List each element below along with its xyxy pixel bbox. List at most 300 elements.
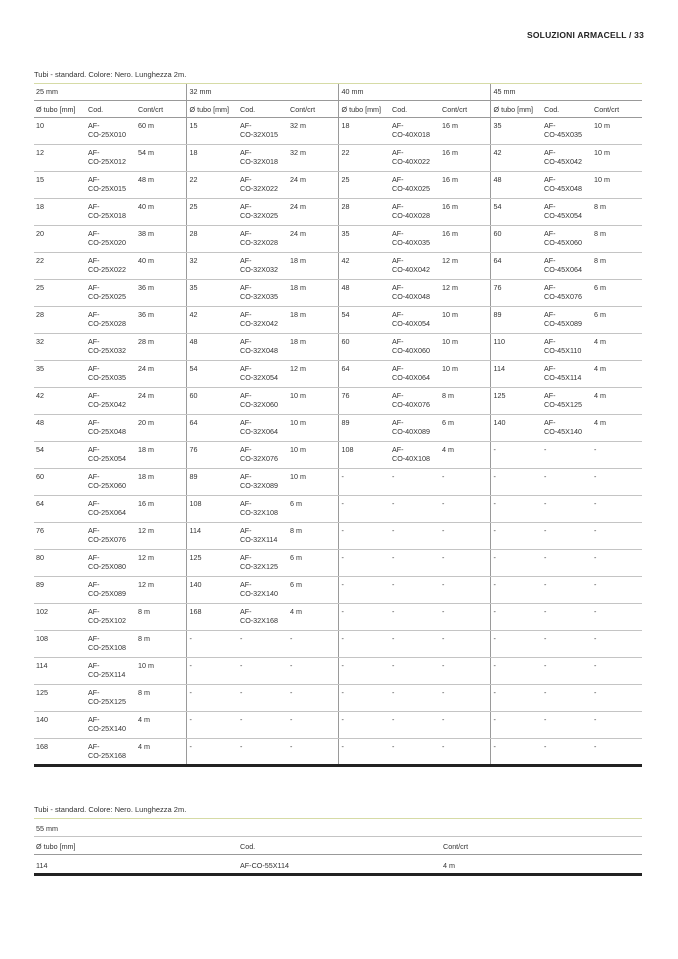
cell-diameter: 25 bbox=[34, 279, 86, 306]
cell-quantity: 36 m bbox=[136, 279, 186, 306]
cell-code: - bbox=[542, 468, 592, 495]
table1-block bbox=[34, 70, 642, 767]
cell-code: AF- CO-45X114 bbox=[542, 360, 592, 387]
cell-code: - bbox=[542, 549, 592, 576]
table-row bbox=[34, 684, 642, 711]
table-row bbox=[34, 854, 642, 874]
cell-code: AF- CO-40X089 bbox=[390, 414, 440, 441]
cell-code: AF- CO-25X028 bbox=[86, 306, 136, 333]
cell-diameter: 25 bbox=[186, 198, 238, 225]
cell-quantity: 16 m bbox=[440, 117, 490, 144]
cell-diameter: 114 bbox=[34, 657, 86, 684]
cell-quantity: 10 m bbox=[440, 333, 490, 360]
cell-code: AF- CO-40X028 bbox=[390, 198, 440, 225]
cell-quantity: 6 m bbox=[440, 414, 490, 441]
column-header: Cod. bbox=[86, 100, 136, 117]
column-header: Ø tubo [mm] bbox=[490, 100, 542, 117]
cell-quantity: 6 m bbox=[592, 306, 642, 333]
cell-code: AF- CO-40X042 bbox=[390, 252, 440, 279]
cell-code: AF- CO-25X035 bbox=[86, 360, 136, 387]
cell-diameter: 60 bbox=[490, 225, 542, 252]
cell-code: AF-CO-55X114 bbox=[238, 854, 441, 874]
cell-diameter: 12 bbox=[34, 144, 86, 171]
cell-diameter: 54 bbox=[490, 198, 542, 225]
cell-quantity: - bbox=[592, 468, 642, 495]
cell-diameter: 76 bbox=[186, 441, 238, 468]
cell-diameter: - bbox=[490, 576, 542, 603]
cell-code: AF- CO-25X054 bbox=[86, 441, 136, 468]
cell-diameter: 35 bbox=[34, 360, 86, 387]
cell-diameter: - bbox=[490, 630, 542, 657]
cell-code: AF- CO-25X114 bbox=[86, 657, 136, 684]
cell-quantity: 6 m bbox=[288, 495, 338, 522]
cell-quantity: 8 m bbox=[288, 522, 338, 549]
cell-quantity: - bbox=[288, 738, 338, 765]
cell-diameter: 76 bbox=[34, 522, 86, 549]
cell-code: - bbox=[542, 711, 592, 738]
cell-code: AF- CO-45X035 bbox=[542, 117, 592, 144]
cell-diameter: - bbox=[490, 495, 542, 522]
cell-quantity: 28 m bbox=[136, 333, 186, 360]
cell-diameter: 110 bbox=[490, 333, 542, 360]
cell-code: AF- CO-25X060 bbox=[86, 468, 136, 495]
cell-diameter: - bbox=[186, 657, 238, 684]
cell-quantity: 10 m bbox=[288, 468, 338, 495]
cell-code: - bbox=[390, 630, 440, 657]
cell-quantity: 10 m bbox=[592, 171, 642, 198]
cell-diameter: 22 bbox=[34, 252, 86, 279]
cell-code: - bbox=[542, 495, 592, 522]
column-header: Ø tubo [mm] bbox=[338, 100, 390, 117]
table-row bbox=[34, 657, 642, 684]
cell-code: - bbox=[542, 684, 592, 711]
cell-quantity: 24 m bbox=[288, 225, 338, 252]
cell-diameter: 54 bbox=[34, 441, 86, 468]
cell-diameter: 22 bbox=[186, 171, 238, 198]
cell-diameter: 48 bbox=[338, 279, 390, 306]
cell-quantity: 32 m bbox=[288, 117, 338, 144]
cell-quantity: - bbox=[592, 576, 642, 603]
column-header: Cod. bbox=[238, 100, 288, 117]
cell-diameter: 80 bbox=[34, 549, 86, 576]
cell-code: AF- CO-32X032 bbox=[238, 252, 288, 279]
pipe-table-25-45mm bbox=[34, 84, 642, 767]
cell-diameter: - bbox=[490, 738, 542, 765]
group-title: 25 mm bbox=[34, 84, 186, 100]
cell-quantity: 4 m bbox=[136, 711, 186, 738]
cell-quantity: 16 m bbox=[440, 144, 490, 171]
cell-quantity: - bbox=[440, 576, 490, 603]
cell-quantity: 6 m bbox=[592, 279, 642, 306]
cell-code: AF- CO-32X042 bbox=[238, 306, 288, 333]
cell-code: - bbox=[390, 495, 440, 522]
page-header-title: SOLUZIONI ARMACELL / 33 bbox=[527, 30, 644, 40]
cell-code: AF- CO-40X035 bbox=[390, 225, 440, 252]
group-title: 55 mm bbox=[34, 819, 642, 836]
cell-code: AF- CO-32X025 bbox=[238, 198, 288, 225]
cell-diameter: - bbox=[490, 522, 542, 549]
cell-quantity: 18 m bbox=[288, 333, 338, 360]
cell-quantity: 16 m bbox=[136, 495, 186, 522]
cell-quantity: 60 m bbox=[136, 117, 186, 144]
cell-code: AF- CO-32X035 bbox=[238, 279, 288, 306]
cell-diameter: 35 bbox=[338, 225, 390, 252]
cell-quantity: - bbox=[592, 495, 642, 522]
cell-code: - bbox=[542, 522, 592, 549]
cell-code: AF- CO-45X125 bbox=[542, 387, 592, 414]
cell-diameter: 89 bbox=[490, 306, 542, 333]
cell-diameter: 114 bbox=[34, 854, 238, 874]
table-row bbox=[34, 333, 642, 360]
cell-code: AF- CO-25X048 bbox=[86, 414, 136, 441]
cell-quantity: 4 m bbox=[592, 387, 642, 414]
table-row bbox=[34, 468, 642, 495]
cell-diameter: 89 bbox=[186, 468, 238, 495]
cell-code: AF- CO-32X168 bbox=[238, 603, 288, 630]
cell-quantity: - bbox=[592, 684, 642, 711]
cell-quantity: 8 m bbox=[136, 603, 186, 630]
cell-diameter: 28 bbox=[338, 198, 390, 225]
cell-code: - bbox=[238, 657, 288, 684]
cell-code: - bbox=[390, 576, 440, 603]
cell-code: AF- CO-32X076 bbox=[238, 441, 288, 468]
cell-code: AF- CO-25X089 bbox=[86, 576, 136, 603]
cell-diameter: - bbox=[490, 549, 542, 576]
cell-code: - bbox=[542, 441, 592, 468]
cell-diameter: 35 bbox=[186, 279, 238, 306]
cell-diameter: 10 bbox=[34, 117, 86, 144]
cell-code: AF- CO-32X015 bbox=[238, 117, 288, 144]
cell-quantity: 18 m bbox=[288, 252, 338, 279]
cell-diameter: 168 bbox=[34, 738, 86, 765]
cell-diameter: 60 bbox=[186, 387, 238, 414]
cell-code: AF- CO-40X022 bbox=[390, 144, 440, 171]
cell-diameter: 89 bbox=[34, 576, 86, 603]
table1-caption: Tubi - standard. Colore: Nero. Lunghezza 2m. bbox=[34, 70, 187, 79]
cell-diameter: 42 bbox=[186, 306, 238, 333]
column-header: Cod. bbox=[390, 100, 440, 117]
table-row bbox=[34, 414, 642, 441]
cell-quantity: - bbox=[440, 468, 490, 495]
cell-quantity: - bbox=[592, 441, 642, 468]
cell-code: AF- CO-45X064 bbox=[542, 252, 592, 279]
cell-quantity: - bbox=[440, 657, 490, 684]
cell-quantity: 18 m bbox=[288, 306, 338, 333]
cell-quantity: 10 m bbox=[288, 387, 338, 414]
cell-quantity: 40 m bbox=[136, 252, 186, 279]
cell-diameter: 108 bbox=[34, 630, 86, 657]
cell-quantity: - bbox=[592, 657, 642, 684]
cell-quantity: 20 m bbox=[136, 414, 186, 441]
cell-diameter: 60 bbox=[338, 333, 390, 360]
cell-quantity: - bbox=[288, 630, 338, 657]
cell-diameter: 64 bbox=[34, 495, 86, 522]
cell-quantity: - bbox=[440, 522, 490, 549]
group-title: 45 mm bbox=[490, 84, 642, 100]
cell-diameter: 18 bbox=[186, 144, 238, 171]
table-row bbox=[34, 441, 642, 468]
cell-code: AF- CO-40X054 bbox=[390, 306, 440, 333]
cell-code: AF- CO-25X010 bbox=[86, 117, 136, 144]
cell-diameter: 140 bbox=[34, 711, 86, 738]
cell-code: - bbox=[542, 576, 592, 603]
cell-diameter: 22 bbox=[338, 144, 390, 171]
cell-diameter: - bbox=[338, 738, 390, 765]
table-row bbox=[34, 630, 642, 657]
cell-code: AF- CO-32X125 bbox=[238, 549, 288, 576]
cell-code: AF- CO-25X108 bbox=[86, 630, 136, 657]
pipe-table-55mm bbox=[34, 819, 642, 876]
group-title: 40 mm bbox=[338, 84, 490, 100]
cell-quantity: 16 m bbox=[440, 225, 490, 252]
cell-diameter: 28 bbox=[34, 306, 86, 333]
cell-code: AF- CO-25X015 bbox=[86, 171, 136, 198]
cell-code: - bbox=[390, 468, 440, 495]
cell-quantity: 6 m bbox=[288, 576, 338, 603]
cell-code: - bbox=[390, 684, 440, 711]
cell-code: - bbox=[390, 603, 440, 630]
cell-code: AF- CO-45X140 bbox=[542, 414, 592, 441]
cell-diameter: - bbox=[338, 468, 390, 495]
cell-diameter: 89 bbox=[338, 414, 390, 441]
table2-caption: Tubi - standard. Colore: Nero. Lunghezza 2m. bbox=[34, 805, 187, 814]
cell-diameter: - bbox=[338, 684, 390, 711]
column-header: Cont/crt bbox=[288, 100, 338, 117]
cell-code: AF- CO-32X064 bbox=[238, 414, 288, 441]
cell-code: AF- CO-25X064 bbox=[86, 495, 136, 522]
table-row bbox=[34, 225, 642, 252]
cell-quantity: 38 m bbox=[136, 225, 186, 252]
cell-diameter: 35 bbox=[490, 117, 542, 144]
cell-diameter: - bbox=[490, 468, 542, 495]
cell-diameter: - bbox=[490, 657, 542, 684]
cell-quantity: 24 m bbox=[136, 387, 186, 414]
cell-quantity: 10 m bbox=[592, 117, 642, 144]
cell-code: AF- CO-45X054 bbox=[542, 198, 592, 225]
cell-diameter: 54 bbox=[338, 306, 390, 333]
table-row bbox=[34, 144, 642, 171]
cell-code: AF- CO-45X089 bbox=[542, 306, 592, 333]
cell-diameter: 168 bbox=[186, 603, 238, 630]
cell-code: AF- CO-32X140 bbox=[238, 576, 288, 603]
table-row bbox=[34, 711, 642, 738]
cell-diameter: 25 bbox=[338, 171, 390, 198]
cell-code: AF- CO-32X089 bbox=[238, 468, 288, 495]
cell-code: AF- CO-25X012 bbox=[86, 144, 136, 171]
cell-diameter: 20 bbox=[34, 225, 86, 252]
cell-diameter: - bbox=[338, 657, 390, 684]
cell-quantity: - bbox=[288, 711, 338, 738]
table-row bbox=[34, 495, 642, 522]
cell-quantity: 4 m bbox=[440, 441, 490, 468]
column-header: Cont/crt bbox=[592, 100, 642, 117]
cell-quantity: 10 m bbox=[136, 657, 186, 684]
cell-code: AF- CO-32X054 bbox=[238, 360, 288, 387]
cell-code: AF- CO-32X108 bbox=[238, 495, 288, 522]
cell-code: AF- CO-25X168 bbox=[86, 738, 136, 765]
cell-code: - bbox=[238, 738, 288, 765]
cell-quantity: 18 m bbox=[288, 279, 338, 306]
cell-code: - bbox=[238, 684, 288, 711]
cell-diameter: 32 bbox=[34, 333, 86, 360]
table-row bbox=[34, 387, 642, 414]
cell-quantity: 10 m bbox=[592, 144, 642, 171]
cell-code: AF- CO-40X060 bbox=[390, 333, 440, 360]
cell-diameter: 108 bbox=[186, 495, 238, 522]
table-row bbox=[34, 522, 642, 549]
table-row bbox=[34, 738, 642, 765]
cell-code: AF- CO-40X025 bbox=[390, 171, 440, 198]
cell-diameter: - bbox=[490, 441, 542, 468]
cell-quantity: 8 m bbox=[592, 198, 642, 225]
cell-code: AF- CO-45X060 bbox=[542, 225, 592, 252]
table-row bbox=[34, 549, 642, 576]
cell-code: AF- CO-25X102 bbox=[86, 603, 136, 630]
cell-diameter: - bbox=[338, 495, 390, 522]
cell-code: - bbox=[390, 738, 440, 765]
column-header: Cont/crt bbox=[136, 100, 186, 117]
cell-quantity: 4 m bbox=[592, 333, 642, 360]
cell-code: - bbox=[542, 657, 592, 684]
cell-diameter: 42 bbox=[490, 144, 542, 171]
cell-diameter: 18 bbox=[338, 117, 390, 144]
cell-code: AF- CO-45X110 bbox=[542, 333, 592, 360]
cell-code: AF- CO-32X060 bbox=[238, 387, 288, 414]
cell-quantity: - bbox=[592, 549, 642, 576]
cell-quantity: 6 m bbox=[288, 549, 338, 576]
cell-code: - bbox=[390, 711, 440, 738]
cell-code: AF- CO-25X080 bbox=[86, 549, 136, 576]
cell-code: AF- CO-45X076 bbox=[542, 279, 592, 306]
cell-diameter: 48 bbox=[490, 171, 542, 198]
cell-quantity: - bbox=[440, 711, 490, 738]
cell-quantity: 8 m bbox=[136, 630, 186, 657]
cell-diameter: - bbox=[490, 711, 542, 738]
cell-quantity: 4 m bbox=[441, 854, 642, 874]
cell-diameter: 76 bbox=[490, 279, 542, 306]
cell-quantity: 4 m bbox=[136, 738, 186, 765]
cell-quantity: 4 m bbox=[592, 414, 642, 441]
column-header: Cod. bbox=[542, 100, 592, 117]
cell-quantity: 54 m bbox=[136, 144, 186, 171]
cell-diameter: 18 bbox=[34, 198, 86, 225]
cell-code: - bbox=[238, 711, 288, 738]
cell-diameter: - bbox=[338, 711, 390, 738]
column-header: Ø tubo [mm] bbox=[34, 100, 86, 117]
group-title: 32 mm bbox=[186, 84, 338, 100]
cell-diameter: 60 bbox=[34, 468, 86, 495]
cell-quantity: 24 m bbox=[288, 171, 338, 198]
cell-quantity: - bbox=[592, 630, 642, 657]
table-row bbox=[34, 279, 642, 306]
cell-diameter: 140 bbox=[186, 576, 238, 603]
cell-code: - bbox=[390, 657, 440, 684]
cell-diameter: - bbox=[186, 630, 238, 657]
cell-diameter: 54 bbox=[186, 360, 238, 387]
cell-diameter: 48 bbox=[34, 414, 86, 441]
cell-diameter: - bbox=[490, 684, 542, 711]
cell-diameter: 15 bbox=[186, 117, 238, 144]
cell-diameter: 114 bbox=[490, 360, 542, 387]
column-header: Cod. bbox=[238, 836, 441, 854]
cell-code: AF- CO-25X018 bbox=[86, 198, 136, 225]
cell-code: AF- CO-32X114 bbox=[238, 522, 288, 549]
cell-code: - bbox=[390, 549, 440, 576]
cell-diameter: 64 bbox=[186, 414, 238, 441]
cell-quantity: - bbox=[592, 711, 642, 738]
table-row bbox=[34, 306, 642, 333]
cell-code: AF- CO-45X048 bbox=[542, 171, 592, 198]
cell-quantity: 8 m bbox=[592, 225, 642, 252]
cell-diameter: 140 bbox=[490, 414, 542, 441]
cell-quantity: - bbox=[440, 495, 490, 522]
cell-quantity: - bbox=[288, 657, 338, 684]
cell-quantity: 4 m bbox=[592, 360, 642, 387]
cell-quantity: 18 m bbox=[136, 441, 186, 468]
cell-quantity: 10 m bbox=[440, 360, 490, 387]
table-row bbox=[34, 252, 642, 279]
table-row bbox=[34, 171, 642, 198]
cell-diameter: 42 bbox=[338, 252, 390, 279]
cell-code: AF- CO-25X076 bbox=[86, 522, 136, 549]
table-row bbox=[34, 360, 642, 387]
cell-diameter: 114 bbox=[186, 522, 238, 549]
cell-quantity: - bbox=[440, 549, 490, 576]
cell-code: - bbox=[238, 630, 288, 657]
cell-code: AF- CO-32X022 bbox=[238, 171, 288, 198]
cell-diameter: 42 bbox=[34, 387, 86, 414]
table-row bbox=[34, 117, 642, 144]
cell-quantity: 48 m bbox=[136, 171, 186, 198]
table-row bbox=[34, 603, 642, 630]
cell-quantity: 32 m bbox=[288, 144, 338, 171]
cell-code: AF- CO-25X020 bbox=[86, 225, 136, 252]
cell-quantity: 12 m bbox=[136, 522, 186, 549]
cell-diameter: - bbox=[338, 576, 390, 603]
cell-code: AF- CO-32X048 bbox=[238, 333, 288, 360]
cell-code: AF- CO-25X022 bbox=[86, 252, 136, 279]
cell-quantity: - bbox=[440, 630, 490, 657]
cell-diameter: 48 bbox=[186, 333, 238, 360]
cell-quantity: 12 m bbox=[440, 279, 490, 306]
cell-quantity: 12 m bbox=[136, 549, 186, 576]
cell-quantity: 8 m bbox=[136, 684, 186, 711]
cell-code: AF- CO-25X032 bbox=[86, 333, 136, 360]
cell-code: AF- CO-40X064 bbox=[390, 360, 440, 387]
cell-quantity: 36 m bbox=[136, 306, 186, 333]
cell-quantity: 24 m bbox=[288, 198, 338, 225]
cell-quantity: - bbox=[440, 684, 490, 711]
cell-diameter: - bbox=[490, 603, 542, 630]
column-header: Ø tubo [mm] bbox=[186, 100, 238, 117]
cell-diameter: 64 bbox=[490, 252, 542, 279]
cell-quantity: 8 m bbox=[440, 387, 490, 414]
cell-quantity: 12 m bbox=[440, 252, 490, 279]
table2-block bbox=[34, 805, 642, 876]
cell-code: AF- CO-32X018 bbox=[238, 144, 288, 171]
cell-quantity: 24 m bbox=[136, 360, 186, 387]
cell-code: AF- CO-40X018 bbox=[390, 117, 440, 144]
cell-code: - bbox=[542, 603, 592, 630]
cell-quantity: 12 m bbox=[288, 360, 338, 387]
cell-diameter: 76 bbox=[338, 387, 390, 414]
cell-diameter: 125 bbox=[490, 387, 542, 414]
cell-quantity: - bbox=[440, 738, 490, 765]
cell-diameter: 32 bbox=[186, 252, 238, 279]
cell-quantity: 8 m bbox=[592, 252, 642, 279]
cell-quantity: - bbox=[440, 603, 490, 630]
cell-diameter: 15 bbox=[34, 171, 86, 198]
